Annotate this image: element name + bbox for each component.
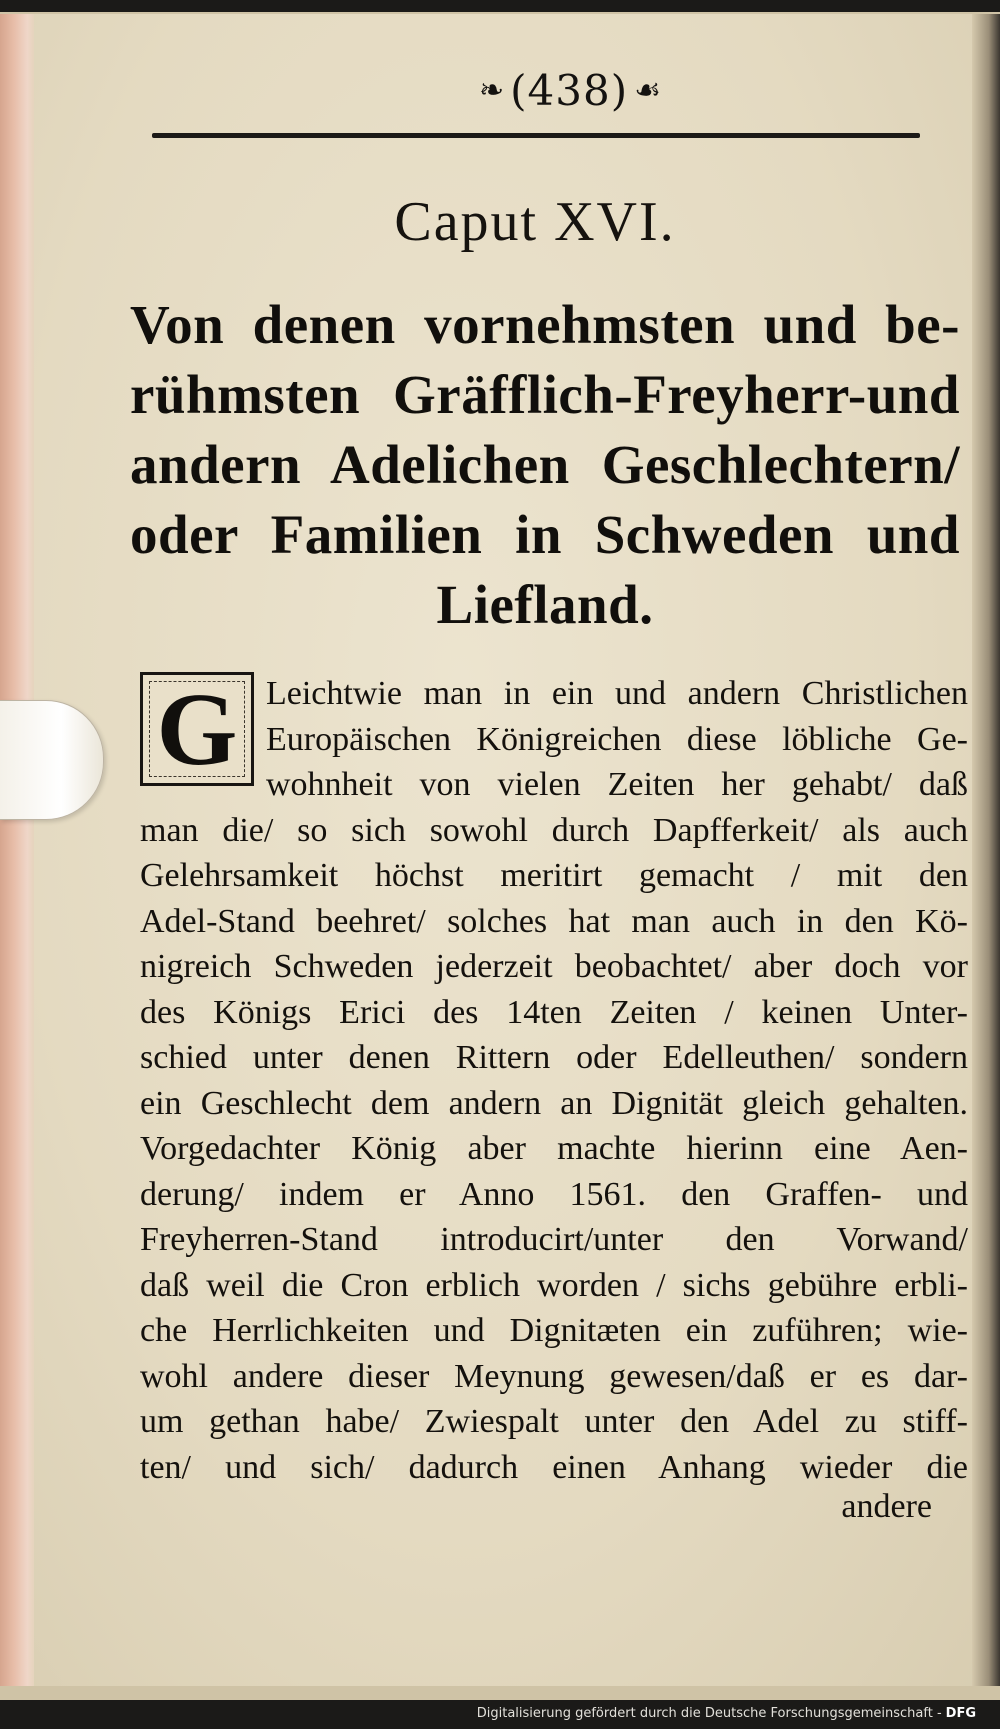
text-line: ein Geschlecht dem andern an Dignität gleich gehalten. [140,1084,968,1122]
text-line: ten/ und sich/ dadurch einen Anhang wieder die [140,1448,968,1486]
title-line: Liefland. [436,574,654,635]
text-line: des Königs Erici des 14ten Zeiten / keinen Unter- [140,993,968,1031]
text-line: Vorgedachter König aber machte hierinn eine Aen- [140,1130,968,1167]
ornament-left-icon: ❧ [479,72,505,108]
page-number: (438) [510,65,629,115]
title-line: Von denen vornehmsten und be- [130,294,960,355]
title-line: oder Familien in Schweden und [130,504,960,565]
book-gutter [972,14,1000,1686]
chapter-heading: Caput XVI. [394,191,676,253]
header-rule [152,133,920,138]
text-line: wohnheit von vielen Zeiten her gehabt/ daß [266,766,968,803]
ornament-right-icon: ☙ [634,72,661,108]
text-line: Freyherren-Stand introducirt/unter den Vorwand/ [140,1221,968,1258]
text-line: Adel-Stand beehret/ solches hat man auch in den Kö- [140,902,968,940]
page-header [440,60,700,120]
text-line: man die/ so sich sowohl durch Dapfferkeit/ als auch [140,811,968,849]
text-line: Gelehrsamkeit höchst meritirt gemacht / mit den [140,857,968,894]
text-line: derung/ indem er Anno 1561. den Graffen- und [140,1175,968,1213]
title-line: rühmsten Gräfflich-Freyherr-und [130,364,960,425]
funding-credit [477,1706,976,1721]
body-text [140,671,968,1490]
text-line: schied unter denen Rittern oder Edelleuthen/ sondern [140,1039,968,1076]
title-line: andern Adelichen Geschlechtern/ [130,434,960,495]
text-line: nigreich Schweden jederzeit beobachtet/ aber doch vor [140,948,968,985]
text-line: Europäischen Königreichen diese löbliche Ge- [266,720,968,758]
dfg-logo: DFG [945,1706,976,1721]
page-edge [0,14,35,1686]
catchword: andere [841,1488,932,1525]
text-line: um gethan habe/ Zwiespalt unter den Adel zu stiff- [140,1403,968,1440]
text-line: wohl andere dieser Meynung gewesen/daß er es dar- [140,1357,968,1395]
drop-cap: G [140,672,254,786]
text-line: Leichtwie man in ein und andern Christlichen [266,675,968,712]
text-line: daß weil die Cron erblich worden / sichs gebühre erbli- [140,1266,968,1304]
credit-text: Digitalisierung gefördert durch die Deutsche Forschungsgemeinschaft - [476,1706,942,1721]
chapter-title [130,290,960,640]
text-line: che Herrlichkeiten und Dignitæten ein zuführen; wie- [140,1312,968,1349]
